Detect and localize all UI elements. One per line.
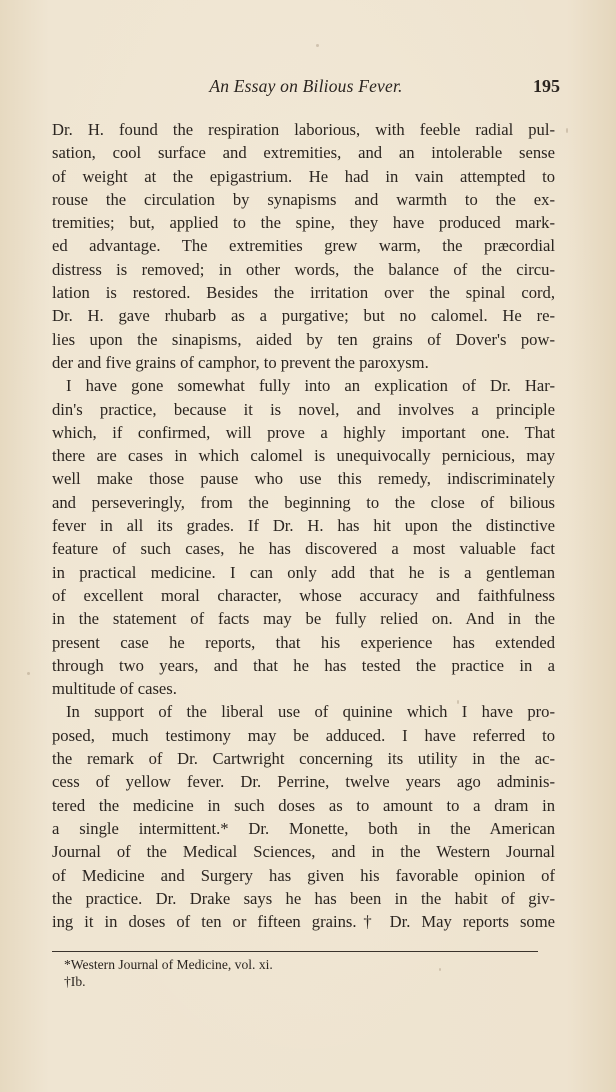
page-number: 195 (533, 76, 560, 96)
text-line: sation, cool surface and extremities, and an intolerable sense (52, 143, 555, 163)
text-line: cess of yellow fever. Dr. Perrine, twelve years ago adminis- (52, 772, 555, 792)
footnote: *Western Journal of Medicine, vol. xi. (64, 957, 273, 972)
footnotes (64, 956, 544, 990)
text-line: tremities; but, applied to the spine, they have produced mark- (52, 213, 555, 233)
text-line: lation is restored. Besides the irritation over the spinal cord, (52, 283, 555, 303)
paper-speck (27, 672, 30, 675)
text-line: of weight at the epigastrium. He had in vain attempted to (52, 166, 555, 186)
text-line: Journal of the Medical Sciences, and in the Western Journal (52, 842, 555, 862)
text-line: fever in all its grades. If Dr. H. has hit upon the distinctive (52, 516, 555, 536)
text-line: der and five grains of camphor, to prevent the paroxysm. (52, 352, 429, 372)
text-line: ed advantage. The extremities grew warm, the præcordial (52, 236, 555, 256)
text-line: tered the medicine in such doses as to amount to a dram in (52, 795, 555, 815)
text-line: ing it in doses of ten or fifteen grains.† Dr. May reports some (52, 912, 555, 932)
text-line: Dr. H. found the respiration laborious, with feeble radial pul- (52, 120, 555, 139)
text-line: multitude of cases. (52, 679, 177, 699)
text-line: of Medicine and Surgery has given his favorable opinion of (52, 865, 555, 885)
page-header (52, 76, 560, 100)
body-text (52, 118, 555, 933)
text-line: well make those pause who use this remedy, indiscriminately (52, 469, 555, 489)
text-line: Dr. H. gave rhubarb as a purgative; but no calomel. He re- (52, 306, 555, 326)
paper-speck (316, 44, 319, 47)
text-line: I have gone somewhat fully into an explication of Dr. Har- (66, 376, 555, 396)
text-line: a single intermittent.* Dr. Monette, both in the American (52, 818, 555, 838)
text-line: feature of such cases, he has discovered a most valuable fact (52, 539, 555, 559)
text-line: din's practice, because it is novel, and involves a principle (52, 399, 555, 419)
text-line: through two years, and that he has tested the practice in a (52, 655, 555, 675)
paper-speck (566, 128, 568, 133)
running-title: An Essay on Bilious Fever. (209, 76, 403, 96)
text-line: the practice. Dr. Drake says he has been in the habit of giv- (52, 888, 555, 908)
text-line: lies upon the sinapisms, aided by ten grains of Dover's pow- (52, 329, 555, 349)
text-line: which, if confirmed, will prove a highly important one. That (52, 422, 555, 442)
text-line: distress is removed; in other words, the balance of the circu- (52, 259, 555, 279)
text-line: In support of the liberal use of quinine which I have pro- (66, 702, 555, 722)
text-line: in the statement of facts may be fully relied on. And in the (52, 609, 555, 629)
text-line: of excellent moral character, whose accuracy and faithfulness (52, 585, 555, 605)
footnote-rule (52, 951, 538, 952)
text-line: there are cases in which calomel is unequivocally pernicious, may (52, 446, 555, 466)
text-line: and perseveringly, from the beginning to the close of bilious (52, 492, 555, 512)
text-line: posed, much testimony may be adduced. I have referred to (52, 725, 555, 745)
text-line: present case he reports, that his experience has extended (52, 632, 555, 652)
text-line: rouse the circulation by synapisms and warmth to the ex- (52, 189, 555, 209)
text-line: the remark of Dr. Cartwright concerning its utility in the ac- (52, 749, 555, 769)
footnote: †Ib. (64, 974, 86, 989)
text-line: in practical medicine. I can only add that he is a gentleman (52, 562, 555, 582)
